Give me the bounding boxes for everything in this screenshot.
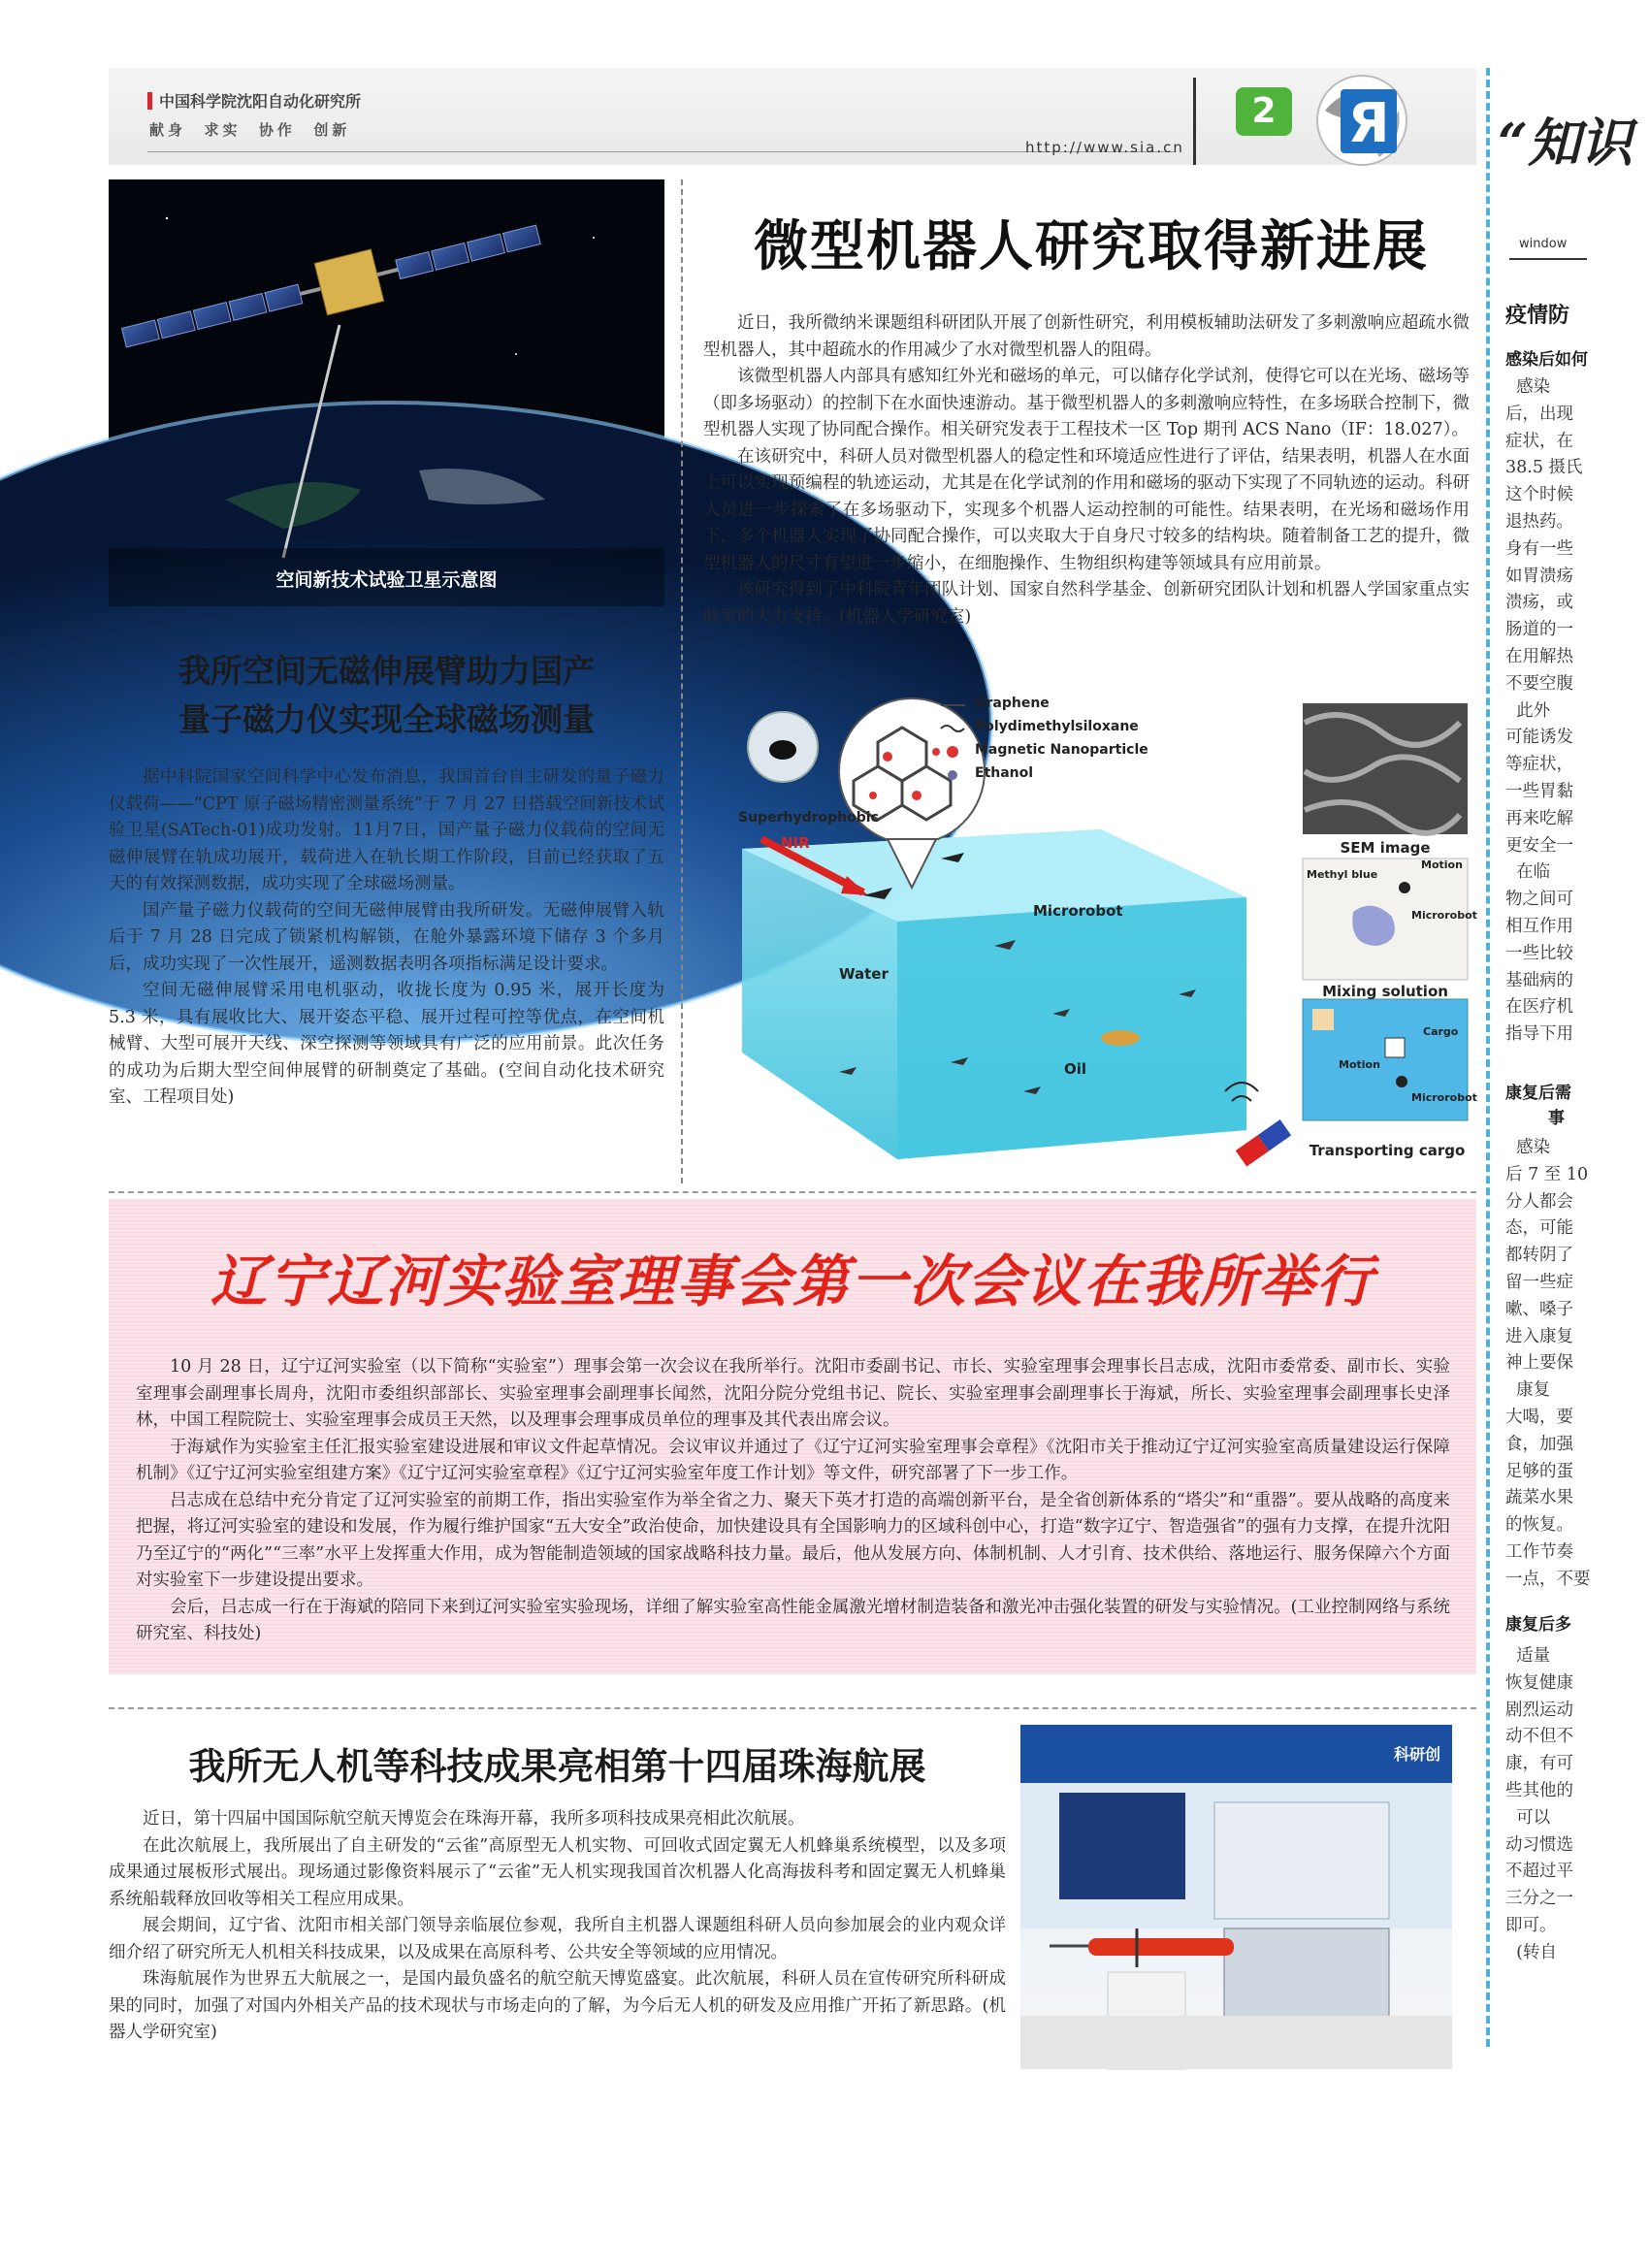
section-divider-bottom — [109, 1707, 1476, 1709]
legend-magnetic: Magnetic Nanoparticle — [975, 742, 1148, 758]
sidebar-text-line: 一些比较 — [1505, 943, 1573, 963]
sidebar-text-line: 大喝，要 — [1505, 1407, 1573, 1427]
sidebar-text-line: 在医疗机 — [1505, 997, 1573, 1018]
label-water: Water — [839, 965, 889, 983]
sidebar-text-line: 不要空腹 — [1505, 673, 1573, 694]
motto: 献身 求实 协作 创新 — [149, 121, 351, 139]
sidebar-text-line: 更安全一 — [1505, 835, 1573, 856]
satellite-title-line1: 我所空间无磁伸展臂助力国产 — [178, 652, 595, 690]
sidebar-text-line: 再来吃解 — [1505, 808, 1573, 828]
sidebar-text-line: 在临 — [1505, 862, 1551, 883]
sidebar-heading-3: 康复后多 — [1505, 1615, 1571, 1635]
sidebar-heading-1: 感染后如何 — [1505, 350, 1588, 370]
sidebar-text-line: 相互作用 — [1505, 916, 1573, 936]
sidebar-text-line: 适量 — [1505, 1646, 1551, 1666]
sidebar-text-line: 肠道的一 — [1505, 620, 1573, 640]
sidebar-text-line: 恢复健康 — [1505, 1672, 1573, 1693]
satellite-image-caption: 空间新技术试验卫星示意图 — [275, 569, 498, 591]
sidebar-text-line: 身有一些 — [1505, 538, 1573, 559]
sidebar-title-sub: window — [1519, 237, 1568, 251]
microrobot-figure — [732, 696, 1479, 1179]
sidebar-text-line: 嗽、嗓子 — [1505, 1299, 1573, 1319]
microrobot-paragraph: 该微型机器人内部具有感知红外光和磁场的单元，可以储存化学试剂，使得它可以在光场、磁场等（即多场驱动）的控制下在水面快速游动。基于微型机器人的多刺激响应特性，在多场联合控制下，微型机器人实现了协同配合操作。相关研究发表于工程技术一区 Top 期刊 ACS Nano（IF：18.027）。 — [703, 367, 1470, 439]
sidebar-text-line: 都转阴了 — [1505, 1246, 1573, 1266]
label-microrobot: Microrobot — [1033, 902, 1123, 920]
header-red-bar — [147, 92, 152, 110]
uav-photo-banner: 科研创 — [1394, 1745, 1441, 1764]
sidebar-section-heading: 疫情防 — [1505, 304, 1570, 328]
sidebar-text-line: 动习惯选 — [1505, 1834, 1573, 1855]
sidebar-text-block-2 — [1505, 1135, 1593, 1594]
sidebar-text-line: 在用解热 — [1505, 646, 1573, 666]
section-divider-top — [109, 1191, 1476, 1193]
sidebar-text-line: (转自 — [1505, 1942, 1557, 1962]
sidebar-text-line: 38.5 摄氏 — [1505, 458, 1583, 478]
label-microrobot-mix: Microrobot — [1411, 909, 1477, 922]
sidebar-text-line: 此外 — [1505, 700, 1551, 721]
label-motion-cargo: Motion — [1339, 1058, 1380, 1071]
satellite-paragraph: 空间无磁伸展臂采用电机驱动，收拢长度为 0.95 米，展开长度为 5.3 米，具有展收比大、展开姿态平稳、展开过程可控等优点，在空间机械臂、大型可展开天线、深空探测等领域具有广泛的应用前景。此次任务的成功为后期大型空间伸展臂的研制奠定了基础。(空间自动化技术研究室、工程项目处) — [109, 981, 664, 1107]
uav-paragraph: 近日，第十四届中国国际航空航天博览会在珠海开幕，我所多项科技成果亮相此次航展。 — [143, 1809, 805, 1829]
page-number: 2 — [1251, 91, 1277, 131]
sidebar-text-line: 留一些症 — [1505, 1272, 1573, 1292]
uav-paragraph: 珠海航展作为世界五大航展之一，是国内最负盛名的航空航天博览盛宴。此次航展，科研人员在宣传研究所科研成果的同时，加强了对国内外相关产品的技术现状与市场走向的了解，为今后无人机的研发及应用推广开拓了新思路。(机器人学研究室) — [109, 1969, 1006, 2042]
label-nir: NIR — [781, 834, 810, 852]
legend-ethanol: Ethanol — [975, 765, 1034, 781]
legend-pdms: Polydimethylsiloxane — [975, 719, 1139, 734]
sidebar-column — [1486, 68, 1633, 2047]
uav-exhibit-photo — [1020, 1725, 1452, 2069]
sidebar-text-line: 溃疡，或 — [1505, 593, 1573, 613]
institute-logo — [1311, 72, 1418, 169]
site-url: http://www.sia.cn — [1025, 139, 1184, 156]
label-cargo: Cargo — [1423, 1025, 1459, 1038]
label-superhydrophobic: Superhydrophobic — [738, 810, 879, 826]
uav-paragraph: 展会期间，辽宁省、沈阳市相关部门领导亲临展位参观，我所自主机器人课题组科研人员向参加展会的业内观众详细介绍了研究所无人机相关科技成果，以及成果在高原科考、公共安全等领域的应用情况。 — [109, 1916, 1006, 1962]
sidebar-text-line: 工作节奏 — [1505, 1541, 1573, 1562]
satellite-paragraph: 据中科院国家空间科学中心发布消息，我国首台自主研发的量子磁力仪载荷——“CPT 原子磁场精密测量系统”于 7 月 27 日搭载空间新技术试验卫星(SATech-01)成功发射。11月7日，国产量子磁力仪载荷的空间无磁伸展臂在轨成功展开，载荷进入在轨长期工作阶段，目前已经获取了五天的有效探测数据，成功实现了全球磁场测量。 — [109, 767, 664, 893]
page-header — [109, 68, 1476, 165]
sidebar-text-line: 可能诱发 — [1505, 728, 1573, 748]
sidebar-text-line: 一点，不要 — [1505, 1569, 1591, 1589]
sidebar-text-line: 等症状， — [1505, 755, 1573, 775]
label-transporting-cargo: Transporting cargo — [1309, 1142, 1466, 1159]
label-motion-mix: Motion — [1421, 859, 1463, 871]
sidebar-text-line: 动不但不 — [1505, 1727, 1573, 1747]
sidebar-text-line: 康复 — [1505, 1380, 1551, 1401]
satellite-image — [109, 179, 664, 606]
sidebar-text-line: 剧烈运动 — [1505, 1700, 1573, 1720]
uav-title: 我所无人机等科技成果亮相第十四届珠海航展 — [188, 1745, 926, 1788]
sidebar-text-line: 康，有可 — [1505, 1754, 1573, 1774]
label-sem-image: SEM image — [1340, 839, 1431, 857]
sidebar-heading-2b: 事 — [1548, 1109, 1565, 1128]
label-oil: Oil — [1064, 1060, 1087, 1078]
sidebar-text-line: 感染 — [1505, 1138, 1551, 1157]
liaohe-paragraph: 10 月 28 日，辽宁辽河实验室（以下简称“实验室”）理事会第一次会议在我所举行。沈阳市委副书记、市长、实验室理事会理事长吕志成，沈阳市委常委、副市长、实验室理事会副理事长周舟，沈阳市委组织部部长、实验室理事会副理事长闻然，沈阳分院分党组书记、院长、实验室理事会副理事长于海斌，所长、实验室理事会副理事长史泽林，中国工程院院士、实验室理事会成员王天然，以及理事会理事成员单位的理事及其代表出席会议。 — [136, 1357, 1450, 1430]
sidebar-text-line: 进入康复 — [1505, 1326, 1573, 1346]
header-divider-line — [147, 151, 1176, 152]
legend-graphene: Graphene — [975, 696, 1050, 711]
sidebar-text-line: 的恢复。 — [1505, 1515, 1573, 1536]
sidebar-title-quote: “知识 — [1498, 112, 1633, 174]
sidebar-text-block-1 — [1505, 374, 1593, 1049]
satellite-paragraph: 国产量子磁力仪载荷的空间无磁伸展臂由我所研发。无磁伸展臂入轨后于 7 月 28 日完成了锁紧机构解锁，在舱外暴露环境下储存 3 个多月后，成功实现了一次性展开，遥测数据表明各项指标满足设计要求。 — [109, 900, 664, 974]
label-mixing-solution: Mixing solution — [1322, 983, 1448, 1000]
sidebar-text-line: 物之间可 — [1505, 890, 1573, 910]
sidebar-text-line: 神上要保 — [1505, 1353, 1573, 1374]
sidebar-text-line: 后，出现 — [1505, 404, 1573, 424]
header-vertical-rule — [1193, 78, 1196, 165]
sidebar-text-line: 食，加强 — [1505, 1434, 1573, 1454]
microrobot-article-body — [703, 310, 1470, 631]
sidebar-text-line: 态，可能 — [1505, 1218, 1573, 1239]
sidebar-text-line: 这个时候 — [1505, 485, 1573, 505]
sidebar-text-line: 基础病的 — [1505, 970, 1573, 990]
svg-text:Я: Я — [1347, 92, 1390, 155]
page-number-badge — [1236, 87, 1292, 136]
sidebar-text-line: 如胃溃疡 — [1505, 566, 1573, 586]
satellite-title-line2: 量子磁力仪实现全球磁场测量 — [178, 700, 595, 738]
uav-article-body — [109, 1806, 1006, 2047]
sidebar-text-line: 些其他的 — [1505, 1780, 1573, 1800]
uav-paragraph: 在此次航展上，我所展出了自主研发的“云雀”高原型无人机实物、可回收式固定翼无人机蜂巢系统模型，以及多项成果通过展板形式展出。现场通过影像资料展示了“云雀”无人机实现我国首次机器人化高海拔科考和固定翼无人机蜂巢系统船载释放回收等相关工程应用成果。 — [109, 1835, 1006, 1909]
label-microrobot-cargo: Microrobot — [1411, 1091, 1477, 1104]
liaohe-article-body — [136, 1354, 1450, 1648]
satellite-article-body — [109, 764, 664, 1112]
liaohe-title: 辽宁辽河实验室理事会第一次会议在我所举行 — [210, 1248, 1374, 1314]
column-divider — [681, 179, 683, 1183]
sidebar-text-line: 足够的蛋 — [1505, 1461, 1573, 1481]
liaohe-paragraph: 于海斌作为实验室主任汇报实验室建设进展和审议文件起草情况。会议审议并通过了《辽宁辽河实验室理事会章程》《沈阳市关于推动辽宁辽河实验室高质量建设运行保障机制》《辽宁辽河实验室组建方案》《辽宁辽河实验室章程》《辽宁辽河实验室年度工作计划》等文件，研究部署了下一步工作。 — [136, 1437, 1450, 1483]
liaohe-paragraph: 吕志成在总结中充分肯定了辽河实验室的前期工作，指出实验室作为举全省之力、聚天下英才打造的高端创新平台，是全省创新体系的“塔尖”和“重器”。要从战略的高度来把握，将辽河实验室的建设和发展，作为履行维护国家“五大安全”政治使命，加快建设具有全国影响力的区域科创中心，打造“数字辽宁、智造强省”的强有力支撑，在提升沈阳乃至辽宁的“两化”“三率”水平上发挥重大作用，成为智能制造领域的国家战略科技力量。最后，他从发展方向、体制机制、人才引育、技术供给、落地运行、服务保障六个方面对实验室下一步建设提出要求。 — [136, 1490, 1450, 1590]
sidebar-text-line: 退热药。 — [1505, 511, 1573, 532]
sidebar-text-line: 指导下用 — [1505, 1024, 1573, 1045]
microrobot-paragraph: 该研究得到了中科院青年团队计划、国家自然科学基金、创新研究团队计划和机器人学国家重点实验室的大力支持。(机器人学研究室) — [703, 580, 1470, 627]
label-methyl-blue: Methyl blue — [1307, 868, 1378, 881]
sidebar-text-block-3 — [1505, 1643, 1593, 1967]
microrobot-title: 微型机器人研究取得新进展 — [754, 214, 1429, 278]
sidebar-text-line: 蔬菜水果 — [1505, 1488, 1573, 1508]
sidebar-text-line: 分人都会 — [1505, 1191, 1573, 1212]
liaohe-section — [109, 1199, 1476, 1674]
liaohe-paragraph: 会后，吕志成一行在于海斌的陪同下来到辽河实验室实验现场，详细了解实验室高性能金属激光增材制造装备和激光冲击强化装置的研发与实验情况。(工业控制网络与系统研究室、科技处) — [136, 1597, 1450, 1643]
sidebar-text-line: 三分之一 — [1505, 1889, 1573, 1909]
sidebar-text-line: 一些胃黏 — [1505, 781, 1573, 801]
sidebar-text-line: 可以 — [1505, 1807, 1551, 1828]
sidebar-text-line: 症状，在 — [1505, 431, 1573, 451]
sidebar-text-line: 即可。 — [1505, 1915, 1557, 1935]
sidebar-heading-2: 康复后需 — [1505, 1084, 1571, 1103]
microrobot-paragraph: 在该研究中，科研人员对微型机器人的稳定性和环境适应性进行了评估，结果表明，机器人在水面上可以实现预编程的轨迹运动，尤其是在化学试剂的作用和磁场的驱动下实现了不同轨迹的运动。科研人员进一步探索了在多场驱动下，实现多个机器人运动控制的可能性。结果表明，在光场和磁场作用下，多个机器人实现了协同配合操作，可以夹取大于自身尺寸较多的结构块。随着制备工艺的提升，微型机器人的尺寸有望进一步缩小，在细胞操作、生物组织构建等领域具有应用前景。 — [703, 446, 1470, 573]
sidebar-title-rule — [1509, 258, 1587, 260]
microrobot-paragraph: 近日，我所微纳米课题组科研团队开展了创新性研究，利用模板辅助法研发了多刺激响应超疏水微型机器人，其中超疏水的作用减少了水对微型机器人的阻碍。 — [703, 313, 1470, 360]
sidebar-text-line: 不超过平 — [1505, 1862, 1573, 1882]
sidebar-text-line: 后 7 至 10 — [1505, 1164, 1589, 1184]
institute-name: 中国科学院沈阳自动化研究所 — [159, 92, 362, 111]
sidebar-text-line: 感染 — [1505, 377, 1551, 397]
